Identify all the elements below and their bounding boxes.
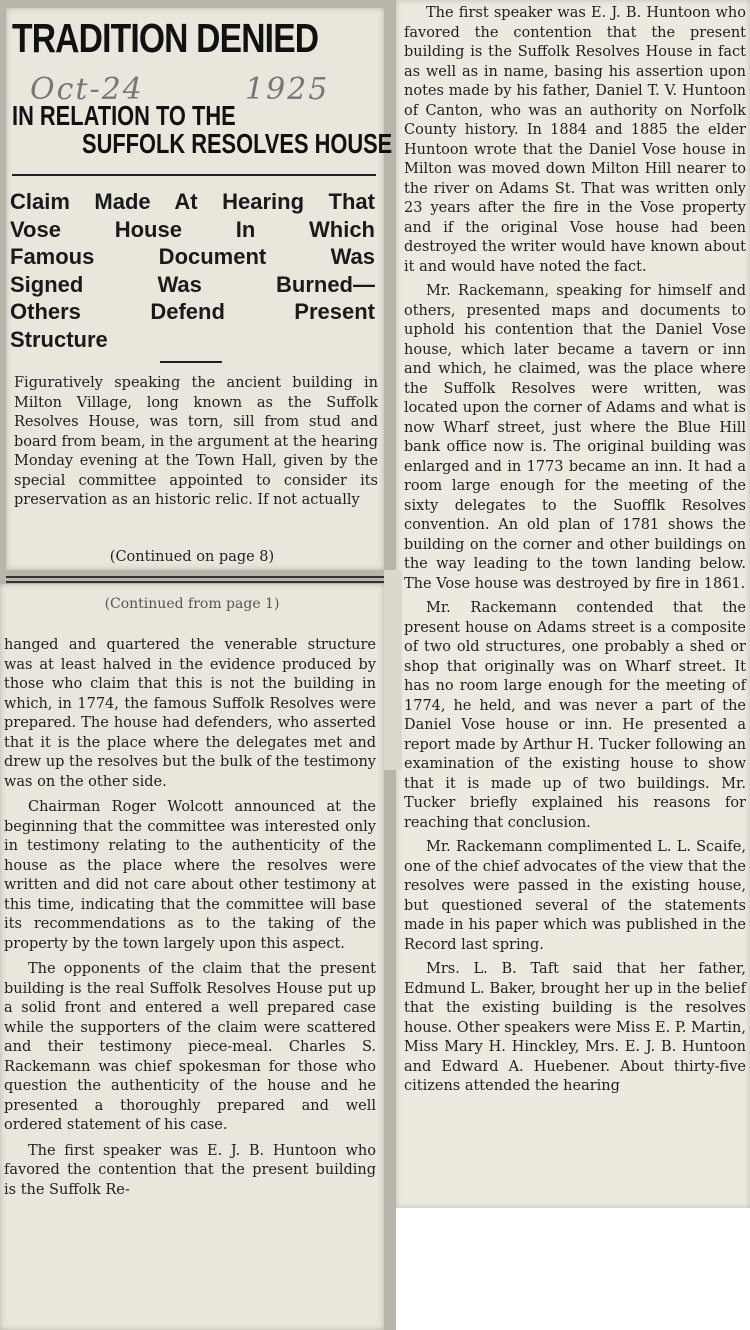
article-paragraph: hanged and quartered the venerable structure was at least halved in the evidence produced by those who claim that this is not the building in which, in 1774, the famous Suffolk Resolves were prepared. The house had defenders, who asserted that it is the place where the delegates met and drew up the resolves but the bulk of the testimony was on the other side. (4, 637, 376, 790)
article-paragraph: Mr. Rackemann contended that the present house on Adams street is a composite of two old structures, one probably a shed or shop that originally was on Wharf street. It has no room large enough for the meeting of 1774, he held, and was never a part of the Daniel Vose house or inn. He presented a report made by Arthur H. Tucker following an examination of the existing house to show that it is made up of two buildings. Mr. Tucker briefly explained his reasons for reaching that conclusion. (404, 600, 746, 831)
section-rule-bottom (6, 581, 384, 583)
handwritten-date-day: Oct-24 (30, 72, 144, 107)
right-article-body (404, 4, 746, 1102)
article-paragraph: Mr. Rackemann, speaking for himself and others, presented maps and documents to uphold his contention that the Daniel Vose house, which later became a tavern or inn and which, he claimed, was the place where the Suffolk Resolves were written, was located upon the corner of Adams and what is now Wharf street, just where the Blue Hill bank office now is. The original building was enlarged and in 1773 became an inn. It had a room large enough for the meeting of the sixty delegates to the Suofflk Resolves convention. An old plan of 1781 shows the building on the corner and other buildings on the way leading to the town landing below. The Vose house was destroyed by fire in 1861. (404, 283, 746, 592)
article-paragraph: The first speaker was E. J. B. Huntoon who favored the contention that the present building is the Suffolk Resolves House in fact as well as in name, basing his assertion upon notes made by his father, Daniel T. V. Huntoon of Canton, who was an authority on Norfolk County history. In 1884 and 1885 the elder Huntoon wrote that the Daniel Vose house in Milton was moved down Milton Hill nearer to the river on Adams St. That was written only 23 years after the fire in the Vose property and if the original Vose house had been destroyed the writer would have known about it and would have noted the fact. (404, 5, 746, 275)
deck-line: Structure (10, 326, 108, 352)
left-article-body (4, 636, 376, 1206)
subhead-line-2: SUFFOLK RESOLVES HOUSE (82, 128, 393, 159)
article-paragraph: The opponents of the claim that the present building is the real Suffolk Resolves House put up a solid front and entered a well prepared case while the supporters of the claim were scattered and their testimony piece-meal. Charles S. Rackemann was chief spokesman for those who question the authenticity of the house and he presented a thoroughly prepared and well ordered statement of his case. (4, 961, 376, 1133)
section-rule-top (6, 576, 384, 578)
deck-line: Signed Was Burned— (10, 271, 375, 297)
headline: TRADITION DENIED (12, 15, 319, 61)
article-paragraph: Mrs. L. B. Taft said that her father, Edmund L. Baker, brought her up in the belief that the existing building is the resolves house. Other speakers were Miss E. P. Martin, Miss Mary H. Hinckley, Mrs. E. J. B. Huntoon and Edward A. Huebener. About thirty-five citizens attended the hearing (404, 961, 746, 1094)
article-paragraph: Chairman Roger Wolcott announced at the beginning that the committee was interested only in testimony relating to the authenticity of the house as the place where the resolves were written and did not care about other testimony at this time, indicating that the committee will base its recommendations as to the taking of the property by the town largely upon this aspect. (4, 799, 376, 952)
article-paragraph: Mr. Rackemann complimented L. L. Scaife, one of the chief advocates of the view that the resolves were passed in the existing house, but questioned several of the statements made in his paper which was published in the Record last spring. (404, 839, 746, 953)
deck-headline (10, 188, 375, 353)
continued-from-note: (Continued from page 1) (104, 596, 280, 612)
continued-on-note: (Continued on page 8) (109, 549, 275, 565)
deck-line: Vose House In Which (10, 216, 375, 242)
article-paragraph: The first speaker was E. J. B. Huntoon who favored the contention that the present building is the Suffolk Re- (4, 1142, 376, 1198)
deck-divider (160, 361, 222, 363)
handwritten-date-year: 1925 (245, 72, 330, 107)
deck-line: Claim Made At Hearing That (10, 189, 375, 214)
subhead-line-1: IN RELATION TO THE (12, 100, 236, 131)
deck-line: Famous Document Was (10, 244, 375, 269)
subhead-divider (12, 174, 376, 176)
torn-edge-strip (384, 570, 402, 770)
intro-paragraph: Figuratively speaking the ancient building in Milton Village, long known as the Suffolk Resolves House, was torn, sill from stud and board from beam, in the argument at the hearing Monday evening at the Town Hall, given by the special committee appointed to consider its preservation as an historic relic. If not actually (14, 375, 378, 508)
deck-line: Others Defend Present (10, 299, 375, 324)
